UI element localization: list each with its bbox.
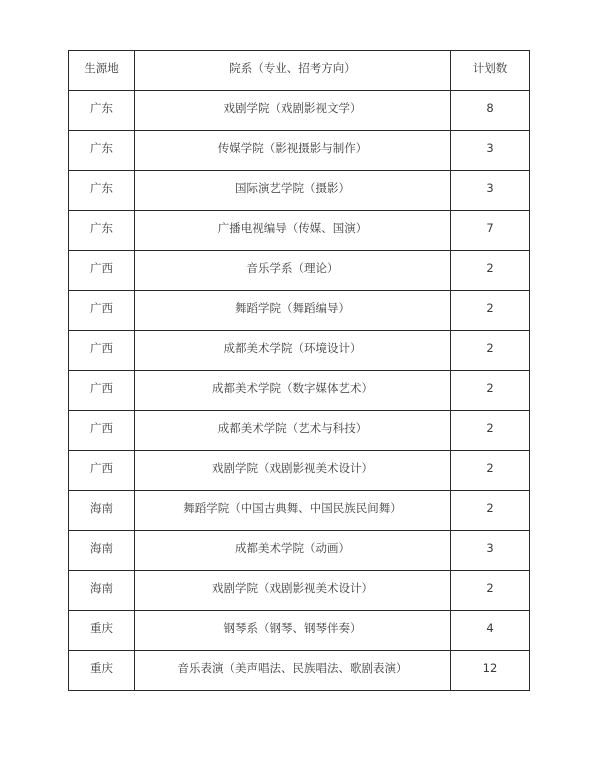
cell-count: 2 — [451, 371, 530, 411]
header-region: 生源地 — [69, 51, 135, 91]
cell-region: 广东 — [69, 211, 135, 251]
cell-region: 广西 — [69, 291, 135, 331]
cell-count: 2 — [451, 331, 530, 371]
table-row — [69, 171, 530, 211]
cell-region: 广西 — [69, 331, 135, 371]
cell-department: 戏剧学院（戏剧影视美术设计） — [135, 451, 451, 491]
cell-department: 国际演艺学院（摄影） — [135, 171, 451, 211]
cell-count: 2 — [451, 571, 530, 611]
table-row — [69, 331, 530, 371]
table-row — [69, 611, 530, 651]
header-department: 院系（专业、招考方向） — [135, 51, 451, 91]
cell-region: 广西 — [69, 451, 135, 491]
table-row — [69, 291, 530, 331]
table-row — [69, 251, 530, 291]
cell-region: 海南 — [69, 571, 135, 611]
cell-region: 广西 — [69, 251, 135, 291]
enrollment-plan-table — [68, 50, 530, 691]
table-row — [69, 131, 530, 171]
cell-department: 成都美术学院（动画） — [135, 531, 451, 571]
cell-region: 广东 — [69, 131, 135, 171]
cell-count: 3 — [451, 131, 530, 171]
cell-region: 海南 — [69, 531, 135, 571]
cell-department: 传媒学院（影视摄影与制作） — [135, 131, 451, 171]
cell-region: 广东 — [69, 91, 135, 131]
table-row — [69, 571, 530, 611]
table-row — [69, 411, 530, 451]
cell-region: 广西 — [69, 411, 135, 451]
header-count: 计划数 — [451, 51, 530, 91]
cell-department: 戏剧学院（戏剧影视文学） — [135, 91, 451, 131]
table-header-row — [69, 51, 530, 91]
cell-count: 12 — [451, 651, 530, 691]
cell-count: 2 — [451, 451, 530, 491]
cell-count: 4 — [451, 611, 530, 651]
table-row — [69, 91, 530, 131]
cell-department: 音乐学系（理论） — [135, 251, 451, 291]
cell-department: 戏剧学院（戏剧影视美术设计） — [135, 571, 451, 611]
table-row — [69, 531, 530, 571]
cell-department: 舞蹈学院（中国古典舞、中国民族民间舞） — [135, 491, 451, 531]
cell-department: 钢琴系（钢琴、钢琴伴奏） — [135, 611, 451, 651]
cell-count: 3 — [451, 171, 530, 211]
cell-count: 2 — [451, 491, 530, 531]
table-row — [69, 491, 530, 531]
cell-region: 广西 — [69, 371, 135, 411]
cell-count: 7 — [451, 211, 530, 251]
table-row — [69, 211, 530, 251]
cell-count: 3 — [451, 531, 530, 571]
cell-count: 2 — [451, 411, 530, 451]
table-row — [69, 451, 530, 491]
cell-count: 8 — [451, 91, 530, 131]
cell-region: 重庆 — [69, 651, 135, 691]
cell-department: 音乐表演（美声唱法、民族唱法、歌剧表演） — [135, 651, 451, 691]
cell-department: 成都美术学院（艺术与科技） — [135, 411, 451, 451]
table-row — [69, 651, 530, 691]
cell-department: 舞蹈学院（舞蹈编导） — [135, 291, 451, 331]
cell-department: 广播电视编导（传媒、国演） — [135, 211, 451, 251]
cell-region: 海南 — [69, 491, 135, 531]
cell-count: 2 — [451, 291, 530, 331]
cell-region: 重庆 — [69, 611, 135, 651]
cell-count: 2 — [451, 251, 530, 291]
cell-region: 广东 — [69, 171, 135, 211]
table-row — [69, 371, 530, 411]
cell-department: 成都美术学院（环境设计） — [135, 331, 451, 371]
cell-department: 成都美术学院（数字媒体艺术） — [135, 371, 451, 411]
